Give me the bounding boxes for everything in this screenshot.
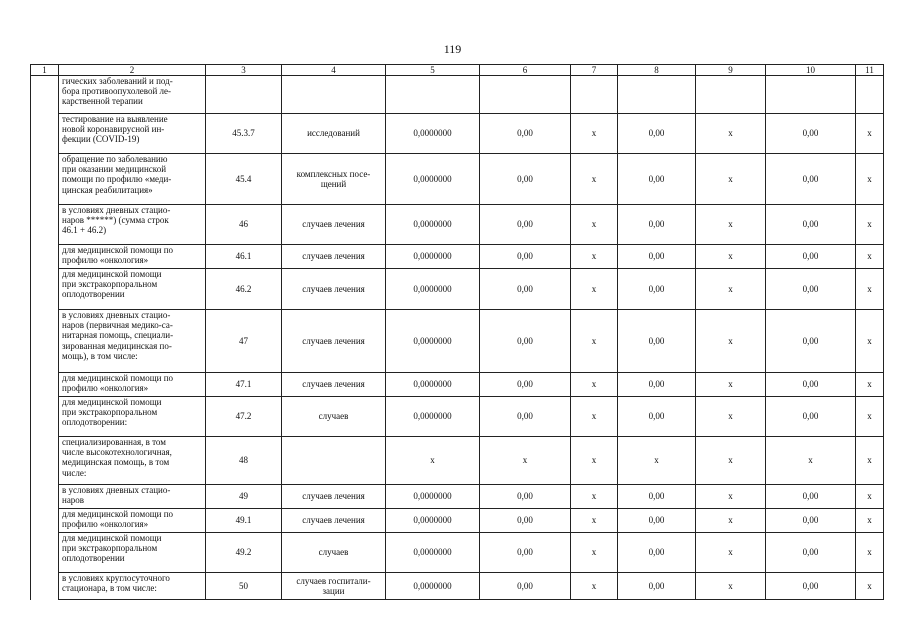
page-number: 119: [443, 42, 462, 56]
description-line: для медицинской помощи: [62, 269, 162, 279]
description-line: при экстракорпоральном: [62, 407, 158, 418]
value-cell-9: х: [696, 509, 766, 533]
value-cell-7: х: [571, 509, 618, 533]
description-line: гических заболеваний и под-: [62, 76, 173, 86]
description-line: профилю «онкология»: [62, 255, 149, 266]
value-cell-10: 0,00: [766, 373, 856, 397]
row-code: 46: [206, 205, 282, 245]
row-code: 49.1: [206, 509, 282, 533]
row-description: [59, 114, 206, 154]
row-description: [59, 269, 206, 310]
value-cell-9: х: [696, 573, 766, 600]
value-cell-5: [386, 76, 480, 114]
value-cell-11: х: [856, 269, 884, 310]
value-cell-8: 0,00: [618, 373, 696, 397]
value-cell-6: 0,00: [480, 573, 571, 600]
value-cell-5: 0,0000000: [386, 205, 480, 245]
value-cell-11: х: [856, 205, 884, 245]
value-cell-11: х: [856, 485, 884, 509]
unit-line: случаев лечения: [302, 379, 365, 390]
value-cell-7: х: [571, 485, 618, 509]
value-cell-10: 0,00: [766, 269, 856, 310]
unit-line: случаев лечения: [302, 219, 365, 230]
description-line: для медицинской помощи по: [62, 373, 174, 383]
value-cell-11: х: [856, 573, 884, 600]
value-cell-7: х: [571, 533, 618, 573]
row-description: [59, 373, 206, 397]
description-line: новой коронавирусной ин-: [62, 124, 165, 135]
table-row: [31, 573, 884, 600]
value-cell-6: [480, 76, 571, 114]
unit-of-measure: [282, 114, 386, 154]
unit-of-measure: [282, 269, 386, 310]
description-line: при оказании медицинской: [62, 164, 167, 175]
description-line: помощи по профилю «меди-: [62, 174, 172, 185]
value-cell-11: х: [856, 533, 884, 573]
value-cell-11: [856, 76, 884, 114]
value-cell-7: х: [571, 397, 618, 437]
table-row: [31, 533, 884, 573]
value-cell-10: х: [766, 437, 856, 485]
row-description: [59, 205, 206, 245]
row-description: [59, 397, 206, 437]
value-cell-11: х: [856, 245, 884, 269]
unit-of-measure: [282, 310, 386, 373]
value-cell-10: 0,00: [766, 573, 856, 600]
value-cell-5: 0,0000000: [386, 573, 480, 600]
value-cell-8: 0,00: [618, 310, 696, 373]
table-row: [31, 437, 884, 485]
value-cell-11: х: [856, 373, 884, 397]
value-cell-8: 0,00: [618, 533, 696, 573]
unit-line: случаев лечения: [302, 283, 365, 294]
unit-of-measure: [282, 154, 386, 205]
description-line: мощь), в том числе:: [62, 350, 138, 361]
value-cell-9: х: [696, 310, 766, 373]
table-row: [31, 310, 884, 373]
row-description: [59, 310, 206, 373]
column-number-2: 2: [59, 65, 206, 76]
description-line: числе высокотехнологичная,: [62, 447, 172, 458]
value-cell-6: 0,00: [480, 114, 571, 154]
value-cell-11: х: [856, 310, 884, 373]
value-cell-8: 0,00: [618, 245, 696, 269]
value-cell-5: х: [386, 437, 480, 485]
value-cell-8: х: [618, 437, 696, 485]
value-cell-5: 0,0000000: [386, 485, 480, 509]
value-cell-9: [696, 76, 766, 114]
data-table: [30, 64, 884, 600]
value-cell-6: х: [480, 437, 571, 485]
description-line: бора противоопухолевой ле-: [62, 86, 172, 97]
table-row: [31, 205, 884, 245]
value-cell-10: 0,00: [766, 205, 856, 245]
column-1-cell: [31, 76, 59, 600]
value-cell-11: х: [856, 397, 884, 437]
row-code: 45.4: [206, 154, 282, 205]
unit-line: случаев лечения: [302, 515, 365, 526]
description-line: оплодотворении:: [62, 417, 128, 428]
unit-of-measure: [282, 485, 386, 509]
description-line: в условиях дневных стацио-: [62, 205, 171, 215]
value-cell-5: 0,0000000: [386, 114, 480, 154]
unit-of-measure: [282, 245, 386, 269]
value-cell-5: 0,0000000: [386, 245, 480, 269]
row-code: 50: [206, 573, 282, 600]
unit-line: случаев: [318, 411, 349, 422]
unit-line: случаев лечения: [302, 491, 365, 502]
row-code: 47: [206, 310, 282, 373]
value-cell-10: 0,00: [766, 310, 856, 373]
unit-of-measure: [282, 373, 386, 397]
value-cell-8: 0,00: [618, 509, 696, 533]
column-number-1: 1: [31, 65, 59, 76]
value-cell-11: х: [856, 114, 884, 154]
description-line: медицинская помощь, в том: [62, 457, 170, 468]
row-code: 49.2: [206, 533, 282, 573]
table-row: [31, 509, 884, 533]
unit-line: щений: [320, 179, 347, 189]
value-cell-10: [766, 76, 856, 114]
unit-line: случаев лечения: [302, 251, 365, 262]
description-line: для медицинской помощи: [62, 397, 162, 407]
table-row: [31, 269, 884, 310]
value-cell-6: 0,00: [480, 533, 571, 573]
value-cell-5: 0,0000000: [386, 509, 480, 533]
description-line: фекции (COVID-19): [62, 134, 140, 145]
value-cell-10: 0,00: [766, 533, 856, 573]
description-line: профилю «онкология»: [62, 383, 149, 394]
description-line: наров ******) (сумма строк: [62, 215, 169, 226]
description-line: для медицинской помощи по: [62, 245, 174, 255]
unit-line: зации: [322, 586, 345, 596]
value-cell-8: 0,00: [618, 573, 696, 600]
description-line: наров: [62, 495, 85, 506]
table-row: [31, 373, 884, 397]
unit-line: случаев госпитали-: [296, 575, 371, 586]
table-row: [31, 114, 884, 154]
value-cell-8: 0,00: [618, 205, 696, 245]
description-line: при экстракорпоральном: [62, 279, 158, 290]
value-cell-7: х: [571, 245, 618, 269]
row-description: [59, 533, 206, 573]
table-row: [31, 245, 884, 269]
description-line: оплодотворении: [62, 289, 125, 300]
column-number-5: 5: [386, 65, 480, 76]
column-number-8: 8: [618, 65, 696, 76]
value-cell-9: х: [696, 485, 766, 509]
value-cell-9: х: [696, 114, 766, 154]
description-line: цинская реабилитация»: [62, 184, 153, 195]
value-cell-9: х: [696, 205, 766, 245]
value-cell-6: 0,00: [480, 509, 571, 533]
value-cell-8: 0,00: [618, 154, 696, 205]
description-line: карственной терапии: [62, 96, 143, 107]
description-line: для медицинской помощи по: [62, 509, 174, 519]
value-cell-8: 0,00: [618, 397, 696, 437]
value-cell-9: х: [696, 397, 766, 437]
column-number-9: 9: [696, 65, 766, 76]
row-code: 47.1: [206, 373, 282, 397]
value-cell-5: 0,0000000: [386, 154, 480, 205]
value-cell-6: 0,00: [480, 310, 571, 373]
value-cell-6: 0,00: [480, 397, 571, 437]
value-cell-9: х: [696, 533, 766, 573]
value-cell-7: х: [571, 205, 618, 245]
description-line: обращение по заболеванию: [62, 154, 168, 164]
description-line: для медицинской помощи: [62, 533, 162, 543]
description-line: 46.1 + 46.2): [62, 225, 107, 236]
value-cell-9: х: [696, 245, 766, 269]
unit-of-measure: [282, 205, 386, 245]
value-cell-8: 0,00: [618, 485, 696, 509]
description-line: в условиях круглосуточного: [62, 573, 170, 583]
row-code: 46.2: [206, 269, 282, 310]
description-line: нитарная помощь, специали-: [62, 330, 174, 341]
column-number-7: 7: [571, 65, 618, 76]
table-row: [31, 397, 884, 437]
value-cell-9: х: [696, 437, 766, 485]
value-cell-5: 0,0000000: [386, 373, 480, 397]
value-cell-10: 0,00: [766, 509, 856, 533]
value-cell-7: х: [571, 154, 618, 205]
row-description: [59, 437, 206, 485]
value-cell-7: х: [571, 114, 618, 154]
description-line: тестирование на выявление: [62, 114, 168, 124]
unit-line: комплексных посе-: [296, 168, 371, 179]
unit-of-measure: [282, 397, 386, 437]
value-cell-7: х: [571, 437, 618, 485]
value-cell-9: х: [696, 154, 766, 205]
table-row: [31, 485, 884, 509]
value-cell-11: х: [856, 437, 884, 485]
row-description: [59, 154, 206, 205]
description-line: числе:: [62, 467, 87, 478]
row-description: [59, 245, 206, 269]
unit-of-measure: [282, 533, 386, 573]
row-code: 48: [206, 437, 282, 485]
value-cell-7: х: [571, 269, 618, 310]
description-line: наров (первичная медико-са-: [62, 320, 173, 331]
value-cell-8: 0,00: [618, 269, 696, 310]
value-cell-9: х: [696, 373, 766, 397]
unit-of-measure: [282, 437, 386, 485]
value-cell-7: х: [571, 573, 618, 600]
value-cell-6: 0,00: [480, 373, 571, 397]
table-row: [31, 76, 884, 114]
value-cell-7: [571, 76, 618, 114]
value-cell-11: х: [856, 154, 884, 205]
value-cell-7: х: [571, 373, 618, 397]
row-code: 46.1: [206, 245, 282, 269]
value-cell-6: 0,00: [480, 269, 571, 310]
value-cell-8: 0,00: [618, 114, 696, 154]
unit-of-measure: [282, 76, 386, 114]
column-number-11: 11: [856, 65, 884, 76]
row-description: [59, 573, 206, 600]
value-cell-6: 0,00: [480, 485, 571, 509]
unit-of-measure: [282, 509, 386, 533]
row-code: 49: [206, 485, 282, 509]
row-code: 47.2: [206, 397, 282, 437]
value-cell-5: 0,0000000: [386, 397, 480, 437]
unit-of-measure: [282, 573, 386, 600]
column-number-row: [31, 65, 884, 76]
value-cell-6: 0,00: [480, 205, 571, 245]
value-cell-11: х: [856, 509, 884, 533]
column-number-10: 10: [766, 65, 856, 76]
description-line: специализированная, в том: [62, 437, 166, 447]
value-cell-6: 0,00: [480, 154, 571, 205]
value-cell-10: 0,00: [766, 154, 856, 205]
unit-line: исследований: [307, 128, 360, 139]
value-cell-5: 0,0000000: [386, 310, 480, 373]
description-line: в условиях дневных стацио-: [62, 310, 171, 320]
value-cell-10: 0,00: [766, 397, 856, 437]
value-cell-8: [618, 76, 696, 114]
description-line: оплодотворении: [62, 553, 125, 564]
row-code: 45.3.7: [206, 114, 282, 154]
row-description: [59, 485, 206, 509]
value-cell-10: 0,00: [766, 245, 856, 269]
value-cell-9: х: [696, 269, 766, 310]
table-row: [31, 154, 884, 205]
value-cell-5: 0,0000000: [386, 533, 480, 573]
value-cell-10: 0,00: [766, 485, 856, 509]
row-description: [59, 509, 206, 533]
value-cell-5: 0,0000000: [386, 269, 480, 310]
column-number-4: 4: [282, 65, 386, 76]
value-cell-7: х: [571, 310, 618, 373]
value-cell-10: 0,00: [766, 114, 856, 154]
value-cell-6: 0,00: [480, 245, 571, 269]
column-number-3: 3: [206, 65, 282, 76]
unit-line: случаев: [318, 547, 349, 558]
unit-line: случаев лечения: [302, 335, 365, 346]
description-line: в условиях дневных стацио-: [62, 485, 171, 495]
row-code: [206, 76, 282, 114]
description-line: при экстракорпоральном: [62, 543, 158, 554]
column-number-6: 6: [480, 65, 571, 76]
description-line: профилю «онкология»: [62, 519, 149, 530]
description-line: зированная медицинская по-: [62, 340, 172, 351]
description-line: стационара, в том числе:: [62, 583, 157, 594]
row-description: [59, 76, 206, 114]
